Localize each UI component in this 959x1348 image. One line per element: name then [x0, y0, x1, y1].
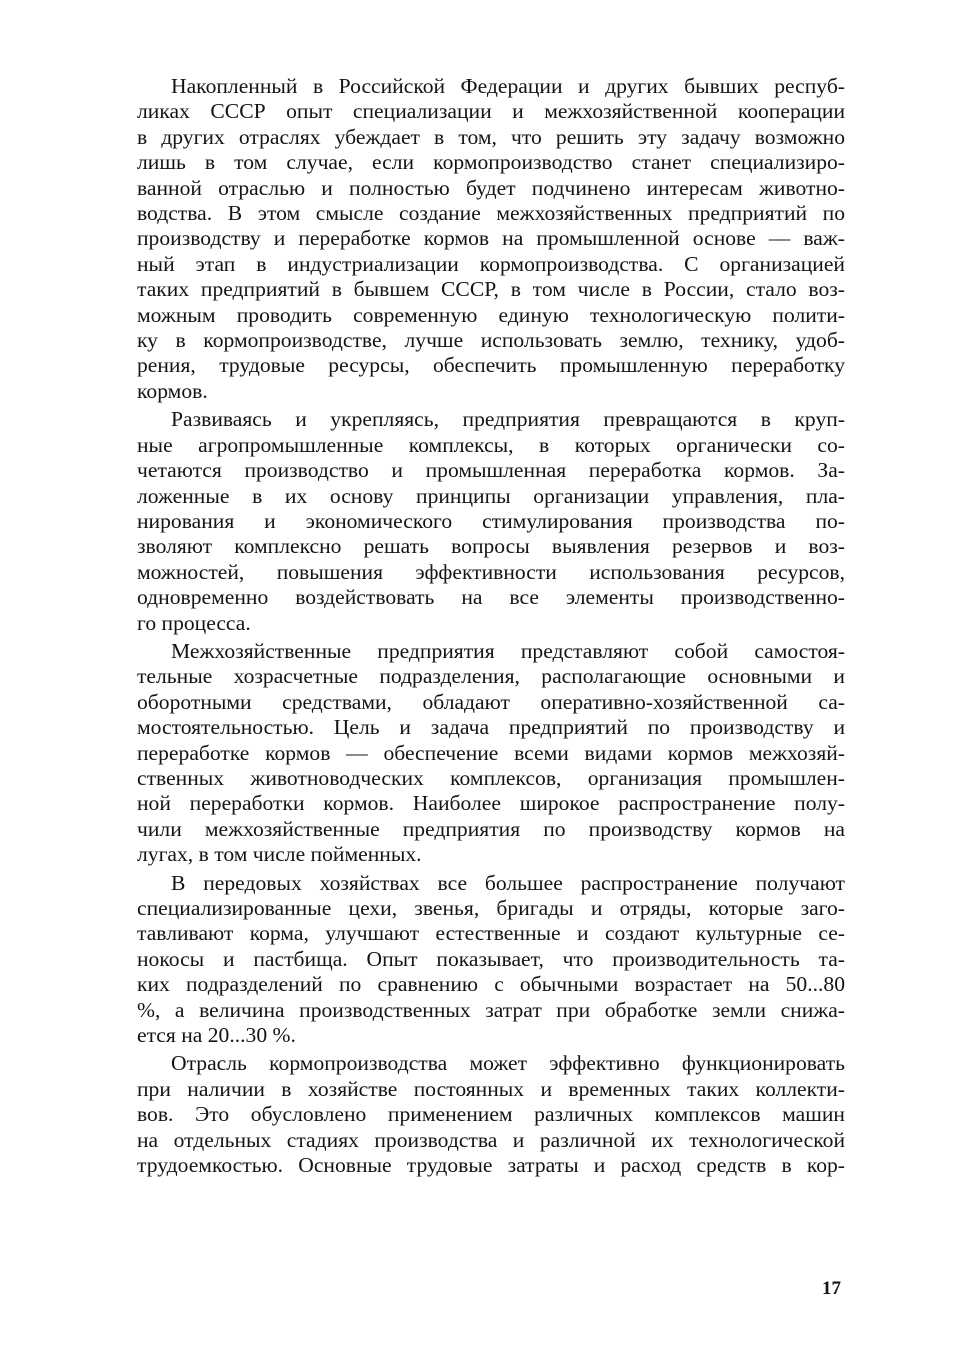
text-line: оборотными средствами, обладают оперативно-хозяйственной са-: [137, 689, 845, 714]
text-line: специализированные цехи, звенья, бригады и отряды, которые заго-: [137, 896, 845, 920]
text-line: ется на 20...30 %.: [137, 1023, 296, 1048]
text-line: ку в кормопроизводстве, лучше использовать землю, технику, удоб-: [137, 328, 845, 353]
text-line: водства. В этом смысле создание межхозяйственных предприятий по: [137, 201, 845, 226]
text-line: %, а величина производственных затрат при обработке земли снижа-: [137, 997, 845, 1022]
text-line: таких предприятий в бывшем СССР, в том числе в России, стало воз-: [137, 277, 845, 302]
text-line: ный этап в индустриализации кормопроизводства. С организацией: [137, 251, 845, 276]
paragraph-2: [137, 407, 845, 636]
text-line: кормов.: [137, 378, 208, 403]
paragraph-4: [137, 871, 845, 1049]
text-line: вов. Это обусловлено применением различных комплексов машин: [137, 1102, 845, 1127]
text-line: можностей, повышения эффективности использования ресурсов,: [137, 559, 845, 584]
text-line: нирования и экономического стимулирования производства по-: [137, 508, 845, 533]
text-line: В передовых хозяйствах все большее распространение получают: [171, 870, 845, 895]
text-line: можным проводить современную единую технологическую полити-: [137, 302, 845, 327]
body-text: [137, 74, 845, 1178]
text-line: го процесса.: [137, 610, 251, 635]
text-line: ликах СССР опыт специализации и межхозяйственной кооперации: [137, 99, 845, 124]
page-number: 17: [822, 1278, 841, 1299]
text-line: нокосы и пастбища. Опыт показывает, что производительность та-: [137, 946, 845, 971]
text-line: ные агропромышленные комплексы, в которых органически со-: [137, 432, 845, 457]
text-line: ванной отраслью и полностью будет подчинено интересам животно-: [137, 175, 845, 200]
text-line: одновременно воздействовать на все элементы производственно-: [137, 585, 845, 610]
text-line: Межхозяйственные предприятия представляют собой самостоя-: [171, 638, 845, 663]
text-line: ложенные в их основу принципы организации управления, пла-: [137, 483, 845, 508]
text-line: Развиваясь и укрепляясь, предприятия превращаются в круп-: [171, 407, 845, 432]
text-line: на отдельных стадиях производства и различной их технологической: [137, 1127, 845, 1152]
text-line: Накопленный в Российской Федерации и других бывших респуб-: [171, 74, 845, 98]
paragraph-1: [137, 74, 845, 404]
text-line: тельные хозрасчетные подразделения, располагающие основными и: [137, 664, 845, 689]
text-line: ной переработки кормов. Наиболее широкое распространение полу-: [137, 791, 845, 816]
text-line: при наличии в хозяйстве постоянных и временных таких коллекти-: [137, 1076, 845, 1101]
text-line: в других отраслях убеждает в том, что решить эту задачу возможно: [137, 124, 845, 149]
text-line: Отрасль кормопроизводства может эффективно функционировать: [171, 1051, 845, 1076]
text-line: мостоятельностью. Цель и задача предприятий по производству и: [137, 715, 845, 740]
text-line: тавливают корма, улучшают естественные и создают культурные се-: [137, 921, 845, 946]
text-line: производству и переработке кормов на промышленной основе — важ-: [137, 226, 845, 251]
text-line: переработке кормов — обеспечение всеми видами кормов межхозяй-: [137, 740, 845, 765]
text-line: ственных животноводческих комплексов, организация промышлен-: [137, 765, 845, 790]
text-line: ких подразделений по сравнению с обычными возрастает на 50...80: [137, 972, 845, 997]
text-line: трудоемкостью. Основные трудовые затраты и расход средств в кор-: [137, 1153, 845, 1178]
paragraph-5: [137, 1051, 845, 1178]
text-line: четаются производство и промышленная переработка кормов. За-: [137, 458, 845, 483]
text-line: лугах, в том числе пойменных.: [137, 842, 422, 867]
text-line: зволяют комплексно решать вопросы выявления резервов и воз-: [137, 534, 845, 559]
paragraph-3: [137, 639, 845, 868]
text-line: лишь в том случае, если кормопроизводство станет специализиро-: [137, 150, 845, 175]
text-line: рения, трудовые ресурсы, обеспечить промышленную переработку: [137, 353, 845, 378]
text-line: чили межхозяйственные предприятия по производству кормов на: [137, 816, 845, 841]
